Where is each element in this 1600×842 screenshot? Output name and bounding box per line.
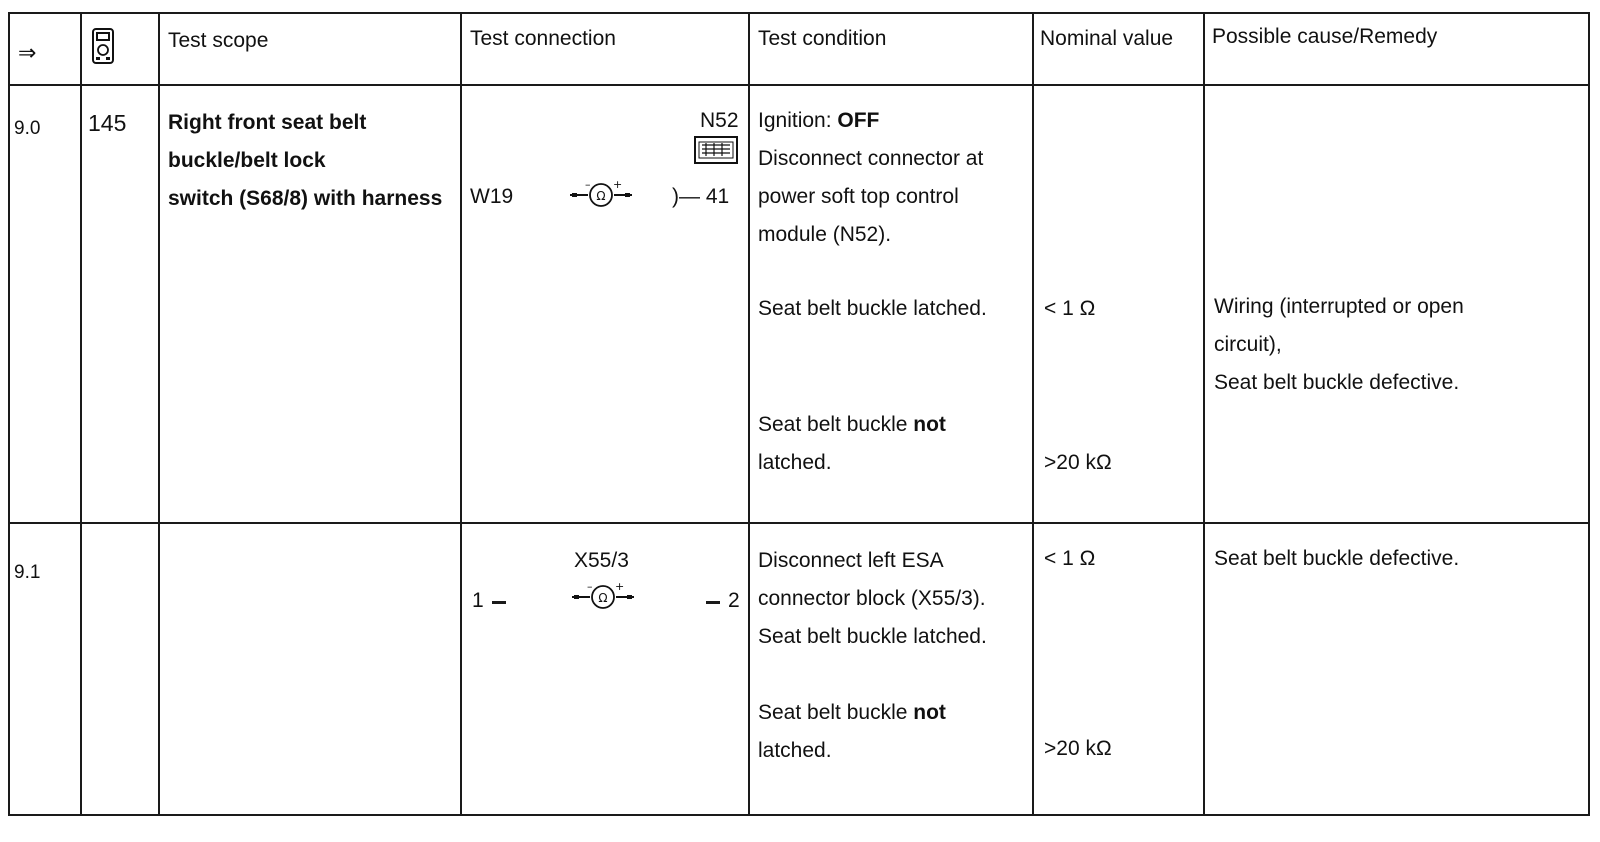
condition-not-latched: Seat belt buckle not — [758, 701, 946, 724]
connection-left: 1 — [472, 589, 484, 612]
condition-line: Disconnect left ESA — [758, 549, 944, 572]
connection-left: W19 — [470, 185, 514, 208]
connection-right: )— 41 — [672, 185, 730, 208]
nominal-latched: < 1 Ω — [1044, 547, 1096, 570]
header-test-connection: Test connection — [470, 27, 616, 50]
test-scope-line: buckle/belt lock — [168, 149, 326, 172]
condition-line: Disconnect connector at — [758, 147, 984, 170]
svg-text:–: – — [585, 178, 591, 191]
ohmmeter-icon — [570, 582, 636, 610]
grid-line-row1-bottom — [8, 522, 1590, 524]
nominal-latched: < 1 Ω — [1044, 297, 1096, 320]
grid-line-top — [8, 12, 1590, 14]
grid-line-v3 — [460, 12, 462, 816]
grid-line-v6 — [1203, 12, 1205, 816]
step-number: 9.1 — [14, 562, 41, 583]
nominal-not-latched: >20 kΩ — [1044, 451, 1112, 474]
condition-line: power soft top control — [758, 185, 959, 208]
multimeter-icon — [92, 28, 114, 64]
step-number: 9.0 — [14, 118, 41, 139]
cause-line: circuit), — [1214, 333, 1282, 356]
ohmmeter-icon — [568, 180, 634, 208]
pin-left-line — [492, 601, 506, 604]
cause-line: Seat belt buckle defective. — [1214, 371, 1460, 394]
grid-line-v2 — [158, 12, 160, 816]
pin-right-line — [706, 601, 720, 604]
condition-latched: Seat belt buckle latched. — [758, 297, 987, 320]
control-module-icon — [694, 136, 738, 164]
header-test-condition: Test condition — [758, 27, 887, 50]
reference-number: 145 — [88, 110, 127, 136]
test-scope-line: switch (S68/8) with harness — [168, 187, 443, 210]
grid-line-v5 — [1032, 12, 1034, 816]
header-possible-cause: Possible cause/Remedy — [1212, 25, 1438, 48]
ignition-value: OFF — [837, 109, 880, 132]
connection-module-label: X55/3 — [574, 549, 629, 572]
grid-line-v0 — [8, 12, 10, 816]
nominal-not-latched: >20 kΩ — [1044, 737, 1112, 760]
condition-not-latched-end: latched. — [758, 739, 832, 762]
condition-ignition — [758, 110, 879, 132]
grid-line-bottom — [8, 814, 1590, 816]
grid-line-v4 — [748, 12, 750, 816]
cause-line: Seat belt buckle defective. — [1214, 547, 1460, 570]
svg-text:+: + — [613, 178, 623, 191]
svg-text:Ω: Ω — [598, 591, 608, 605]
cause-line: Wiring (interrupted or open — [1214, 295, 1464, 318]
connection-right: 2 — [728, 589, 740, 612]
grid-line-v1 — [80, 12, 82, 816]
grid-line-header-bottom — [8, 84, 1590, 86]
header-nominal-value: Nominal value — [1040, 27, 1174, 50]
condition-line: connector block (X55/3). — [758, 587, 986, 610]
test-scope-line: Right front seat belt — [168, 111, 367, 134]
connection-module-label: N52 — [700, 109, 739, 132]
svg-text:Ω: Ω — [596, 189, 606, 203]
ignition-label: Ignition: — [758, 109, 838, 132]
svg-text:–: – — [587, 580, 593, 593]
condition-line: Seat belt buckle latched. — [758, 625, 987, 648]
condition-not-latched: Seat belt buckle not — [758, 413, 946, 436]
grid-line-v7 — [1588, 12, 1590, 816]
header-arrow: ⇒ — [18, 40, 37, 65]
header-test-scope: Test scope — [168, 29, 269, 52]
svg-text:+: + — [615, 580, 625, 593]
condition-line: module (N52). — [758, 223, 892, 246]
condition-not-latched-end: latched. — [758, 451, 832, 474]
